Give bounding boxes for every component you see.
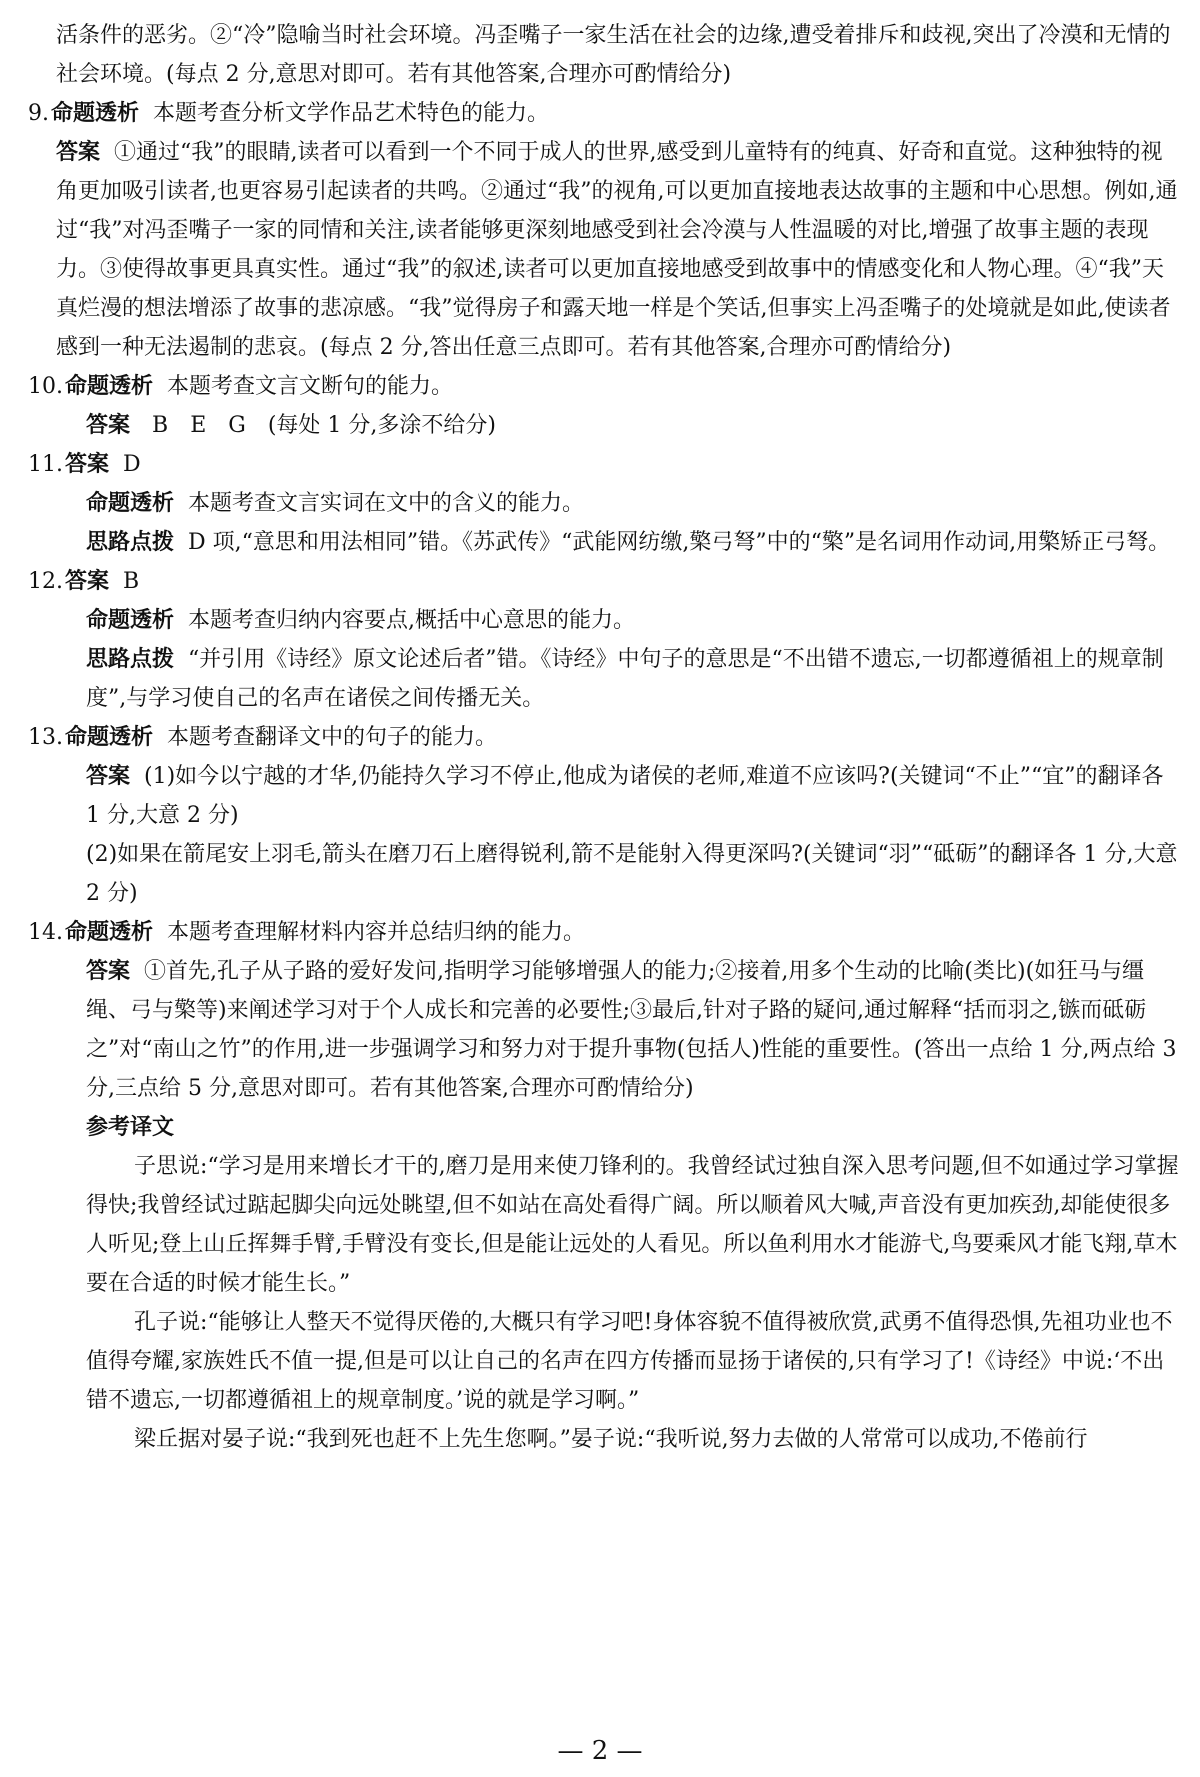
analysis-label: 命题透析 [65, 725, 154, 750]
tip-text: D 项,“意思和用法相同”错。《苏武传》“武能网纺缴,檠弓弩”中的“檠”是名词用作动词,用檠矫正弓弩。 [188, 530, 1171, 555]
answer-key-content [28, 16, 1182, 1459]
translation-heading [28, 1108, 1182, 1147]
q11-analysis [28, 484, 1182, 523]
answer-label: 答案 [86, 413, 131, 438]
analysis-label: 命题透析 [86, 608, 175, 633]
analysis-label: 命题透析 [51, 101, 140, 126]
question-number: 12. [28, 569, 63, 594]
q11-answer-line [28, 445, 1182, 484]
question-number: 14. [28, 920, 63, 945]
translation-paragraph-2: 孔子说:“能够让人整天不觉得厌倦的,大概只有学习吧!身体容貌不值得被欣赏,武勇不值得恐惧,先祖功业也不值得夸耀,家族姓氏不值一提,但是可以让自己的名声在四方传播而显扬于诸侯的,只有学习了!《诗经》中说:‘不出错不遗忘,一切都遵循祖上的规章制度。’说的就是学习啊。” [86, 1310, 1173, 1413]
q9-answer [28, 133, 1182, 367]
answer-letter: E [190, 413, 207, 438]
page-number: — 2 — [557, 1736, 643, 1766]
answer-text: ①通过“我”的眼睛,读者可以看到一个不同于成人的世界,感受到儿童特有的纯真、好奇和直觉。这种独特的视角更加吸引读者,也更容易引起读者的共鸣。②通过“我”的视角,可以更加直接地表达故事的主题和中心思想。例如,通过“我”对冯歪嘴子一家的同情和关注,读者能够更深刻地感受到社会冷漠与人性温暖的对比,增强了故事主题的表现力。③使得故事更具真实性。通过“我”的叙述,读者可以更加直接地感受到故事中的情感变化和人物心理。④“我”天真烂漫的想法增添了故事的悲凉感。“我”觉得房子和露天地一样是个笑话,但事实上冯歪嘴子的处境就是如此,使读者感到一种无法遏制的悲哀。(每点 2 分,答出任意三点即可。若有其他答案,合理亦可酌情给分) [56, 140, 1178, 360]
analysis-text: 本题考查分析文学作品艺术特色的能力。 [153, 101, 550, 126]
q13-answer-2: (2)如果在箭尾安上羽毛,箭头在磨刀石上磨得锐利,箭不是能射入得更深吗?(关键词“羽”“砥砺”的翻译各 1 分,大意 2 分) [86, 842, 1178, 906]
answer-letter: B [152, 413, 169, 438]
analysis-label: 命题透析 [65, 920, 154, 945]
analysis-label: 命题透析 [65, 374, 154, 399]
tip-label: 思路点拨 [86, 530, 175, 555]
answer-label: 答案 [56, 140, 101, 165]
analysis-label: 命题透析 [86, 491, 175, 516]
answer-label: 答案 [65, 569, 110, 594]
q9-analysis-line [28, 94, 1182, 133]
translation-label: 参考译文 [86, 1115, 175, 1140]
q11-tip [28, 523, 1182, 562]
analysis-text: 本题考查归纳内容要点,概括中心意思的能力。 [188, 608, 636, 633]
analysis-text: 本题考查文言实词在文中的含义的能力。 [188, 491, 585, 516]
q12-analysis [28, 601, 1182, 640]
answer-text: ①首先,孔子从子路的爱好发问,指明学习能够增强人的能力;②接着,用多个生动的比喻(类比)(如狂马与缰绳、弓与檠等)来阐述学习对于个人成长和完善的必要性;③最后,针对子路的疑问,通过解释“括而羽之,镞而砥砺之”对“南山之竹”的作用,进一步强调学习和努力对于提升事物(包括人)性能的重要性。(答出一点给 1 分,两点给 3 分,三点给 5 分,意思对即可。若有其他答案,合理亦可酌情给分) [86, 959, 1177, 1101]
answer-label: 答案 [86, 959, 131, 984]
q10-analysis-line [28, 367, 1182, 406]
answer-text: (1)如今以宁越的才华,仍能持久学习不停止,他成为诸侯的老师,难道不应该吗?(关键词“不止”“宜”的翻译各 1 分,大意 2 分) [86, 764, 1164, 828]
tip-text: “并引用《诗经》原文论述后者”错。《诗经》中句子的意思是“不出错不遗忘,一切都遵循祖上的规章制度”,与学习使自己的名声在诸侯之间传播无关。 [86, 647, 1164, 711]
q12-answer-line [28, 562, 1182, 601]
continued-paragraph: 活条件的恶劣。②“冷”隐喻当时社会环境。冯歪嘴子一家生活在社会的边缘,遭受着排斥和歧视,突出了冷漠和无情的社会环境。(每点 2 分,意思对即可。若有其他答案,合理亦可酌情给分) [56, 23, 1171, 87]
q14-analysis-line [28, 913, 1182, 952]
answer-letter: G [228, 413, 246, 438]
q13-answer-1 [28, 757, 1182, 835]
question-number: 9. [28, 101, 49, 126]
analysis-text: 本题考查理解材料内容并总结归纳的能力。 [167, 920, 586, 945]
q10-answer [28, 406, 1182, 445]
q12-tip [28, 640, 1182, 718]
translation-paragraph-3: 梁丘据对晏子说:“我到死也赶不上先生您啊。”晏子说:“我听说,努力去做的人常常可以成功,不倦前行 [134, 1427, 1088, 1452]
answer-label: 答案 [65, 452, 110, 477]
answer-text: D [123, 452, 141, 477]
q13-analysis-line [28, 718, 1182, 757]
translation-paragraph-1: 子思说:“学习是用来增长才干的,磨刀是用来使刀锋利的。我曾经试过独自深入思考问题,但不如通过学习掌握得快;我曾经试过踮起脚尖向远处眺望,但不如站在高处看得广阔。所以顺着风大喊,声音没有更加疾劲,却能使很多人听见;登上山丘挥舞手臂,手臂没有变长,但是能让远处的人看见。所以鱼利用水才能游弋,鸟要乘风才能飞翔,草木要在合适的时候才能生长。” [86, 1154, 1179, 1296]
answer-text: B [123, 569, 140, 594]
answer-label: 答案 [86, 764, 131, 789]
tip-label: 思路点拨 [86, 647, 175, 672]
analysis-text: 本题考查翻译文中的句子的能力。 [167, 725, 498, 750]
question-number: 13. [28, 725, 63, 750]
question-number: 11. [28, 452, 63, 477]
question-number: 10. [28, 374, 63, 399]
analysis-text: 本题考查文言文断句的能力。 [167, 374, 454, 399]
q14-answer [28, 952, 1182, 1108]
answer-note: (每处 1 分,多涂不给分) [267, 413, 496, 438]
